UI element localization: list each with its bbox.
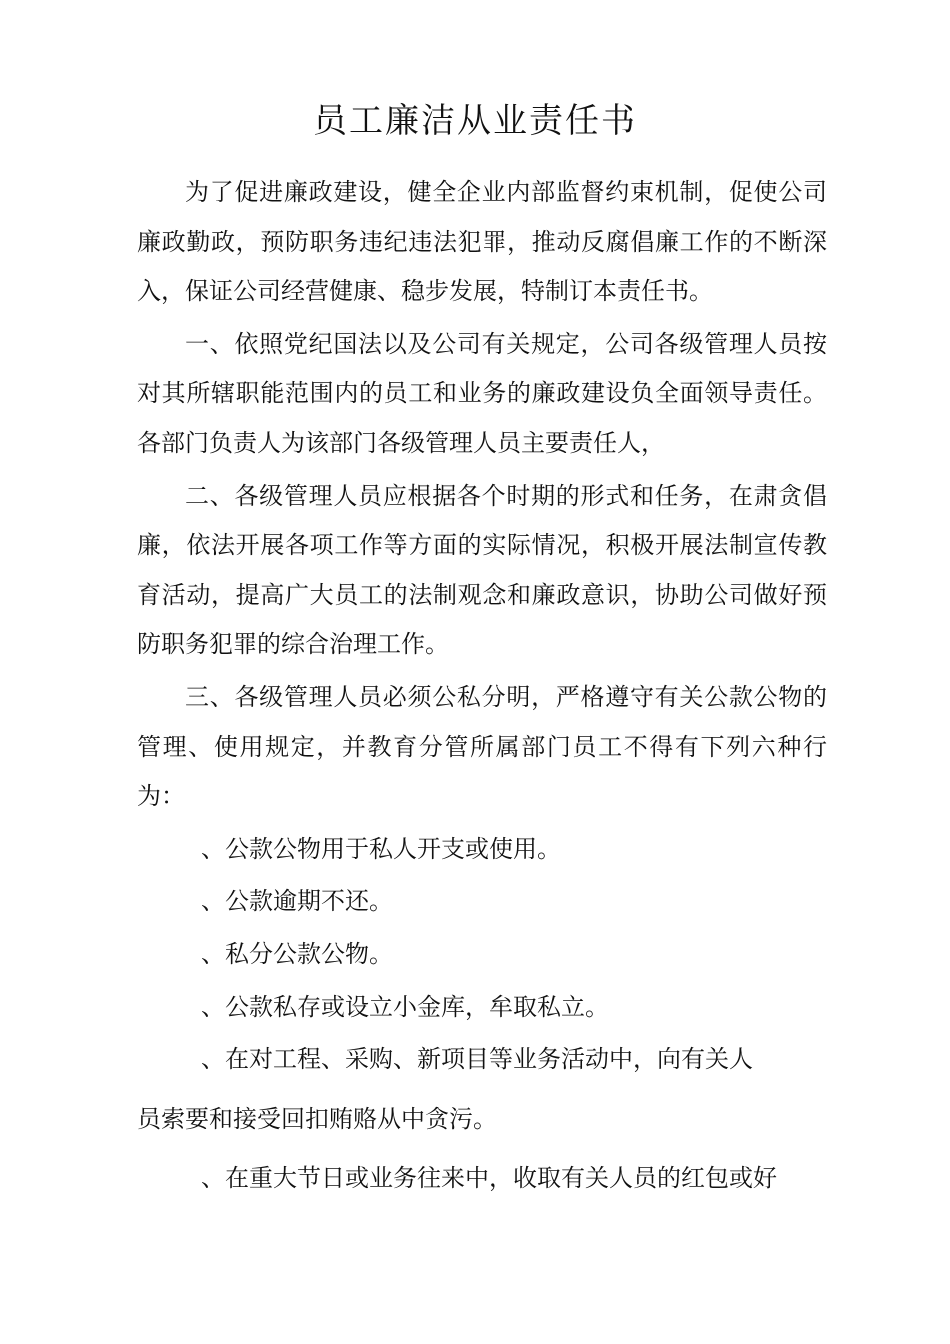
list-item-6: 、在重大节日或业务往来中，收取有关人员的红包或好 xyxy=(201,1164,777,1193)
clause-3-paragraph: 三、各级管理人员必须公私分明，严格遵守有关公款公物的管理、使用规定，并教育分管所属部门员工不得有下列六种行为： xyxy=(137,682,827,811)
clause-1-paragraph: 一、依照党纪国法以及公司有关规定，公司各级管理人员按对其所辖职能范围内的员工和业务的廉政建设负全面领导责任。各部门负责人为该部门各级管理人员主要责任人， xyxy=(137,329,827,457)
list-item-2: 、公款逾期不还。 xyxy=(201,887,393,916)
list-item-4: 、公款私存或设立小金库，牟取私立。 xyxy=(201,992,609,1021)
list-item-5-continuation: 员索要和接受回扣贿赂从中贪污。 xyxy=(137,1104,497,1133)
list-item-1: 、公款公物用于私人开支或使用。 xyxy=(201,834,561,863)
intro-paragraph: 为了促进廉政建设，健全企业内部监督约束机制，促使公司廉政勤政，预防职务违纪违法犯罪，推动反腐倡廉工作的不断深入，保证公司经营健康、稳步发展，特制订本责任书。 xyxy=(137,178,827,306)
document-body xyxy=(137,168,827,1204)
list-item-3: 、私分公款公物。 xyxy=(201,939,393,968)
document-title: 员工廉洁从业责任书 xyxy=(313,101,637,141)
clause-2-paragraph: 二、各级管理人员应根据各个时期的形式和任务，在肃贪倡廉，依法开展各项工作等方面的实际情况，积极开展法制宣传教育活动，提高广大员工的法制观念和廉政意识，协助公司做好预防职务犯罪的综合治理工作。 xyxy=(137,481,827,659)
list-item-5: 、在对工程、采购、新项目等业务活动中，向有关人 xyxy=(201,1045,753,1074)
